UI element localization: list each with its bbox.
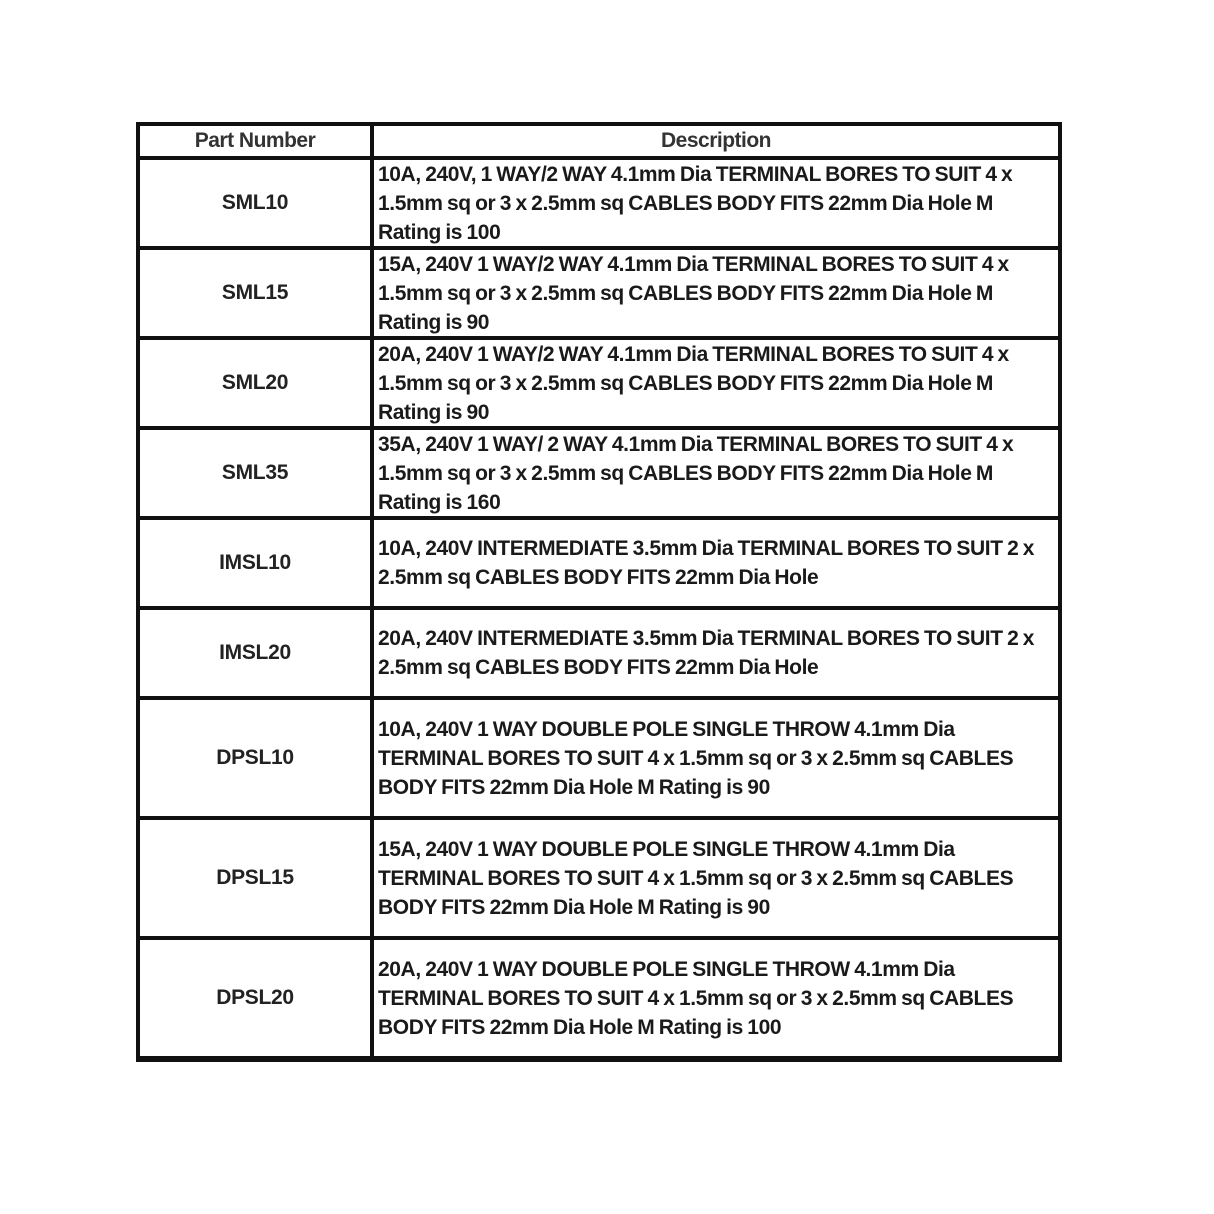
parts-table xyxy=(136,122,1062,1062)
part-number-cell: SML15 xyxy=(140,250,370,336)
header-description: Description xyxy=(374,126,1058,156)
part-number-cell: SML10 xyxy=(140,160,370,246)
header-part-number: Part Number xyxy=(140,126,370,156)
description-cell xyxy=(374,160,1058,246)
description-text: 10A, 240V 1 WAY DOUBLE POLE SINGLE THROW 4.1mm Dia TERMINAL BORES TO SUIT 4 x 1.5mm sq or 3 x 2.5mm sq CABLES BODY FITS 22mm Dia Hole M Rating is 90 xyxy=(378,717,1014,799)
part-number-cell: SML35 xyxy=(140,430,370,516)
description-text: 10A, 240V INTERMEDIATE 3.5mm Dia TERMINAL BORES TO SUIT 2 x 2.5mm sq CABLES BODY FITS 22mm Dia Hole xyxy=(378,537,1035,589)
description-cell xyxy=(374,610,1058,696)
part-number-cell: DPSL10 xyxy=(140,700,370,816)
description-cell xyxy=(374,820,1058,936)
description-text: 20A, 240V 1 WAY/2 WAY 4.1mm Dia TERMINAL BORES TO SUIT 4 x 1.5mm sq or 3 x 2.5mm sq CABLES BODY FITS 22mm Dia Hole M Rating is 90 xyxy=(378,342,1009,424)
description-cell xyxy=(374,250,1058,336)
description-cell xyxy=(374,520,1058,606)
part-number-cell: DPSL15 xyxy=(140,820,370,936)
part-number-cell: IMSL10 xyxy=(140,520,370,606)
part-number-cell: DPSL20 xyxy=(140,940,370,1056)
description-text: 15A, 240V 1 WAY DOUBLE POLE SINGLE THROW 4.1mm Dia TERMINAL BORES TO SUIT 4 x 1.5mm sq or 3 x 2.5mm sq CABLES BODY FITS 22mm Dia Hole M Rating is 90 xyxy=(378,837,1014,919)
description-text: 15A, 240V 1 WAY/2 WAY 4.1mm Dia TERMINAL BORES TO SUIT 4 x 1.5mm sq or 3 x 2.5mm sq CABLES BODY FITS 22mm Dia Hole M Rating is 90 xyxy=(378,252,1009,334)
description-cell xyxy=(374,340,1058,426)
description-text: 20A, 240V 1 WAY DOUBLE POLE SINGLE THROW 4.1mm Dia TERMINAL BORES TO SUIT 4 x 1.5mm sq or 3 x 2.5mm sq CABLES BODY FITS 22mm Dia Hole M Rating is 100 xyxy=(378,957,1014,1039)
description-cell xyxy=(374,700,1058,816)
description-text: 20A, 240V INTERMEDIATE 3.5mm Dia TERMINAL BORES TO SUIT 2 x 2.5mm sq CABLES BODY FITS 22mm Dia Hole xyxy=(378,627,1035,679)
description-cell xyxy=(374,430,1058,516)
description-cell xyxy=(374,940,1058,1056)
part-number-cell: IMSL20 xyxy=(140,610,370,696)
description-text: 35A, 240V 1 WAY/ 2 WAY 4.1mm Dia TERMINAL BORES TO SUIT 4 x 1.5mm sq or 3 x 2.5mm sq CABLES BODY FITS 22mm Dia Hole M Rating is 160 xyxy=(378,432,1014,514)
part-number-cell: SML20 xyxy=(140,340,370,426)
description-text: 10A, 240V, 1 WAY/2 WAY 4.1mm Dia TERMINAL BORES TO SUIT 4 x 1.5mm sq or 3 x 2.5mm sq CABLES BODY FITS 22mm Dia Hole M Rating is 100 xyxy=(378,162,1013,244)
